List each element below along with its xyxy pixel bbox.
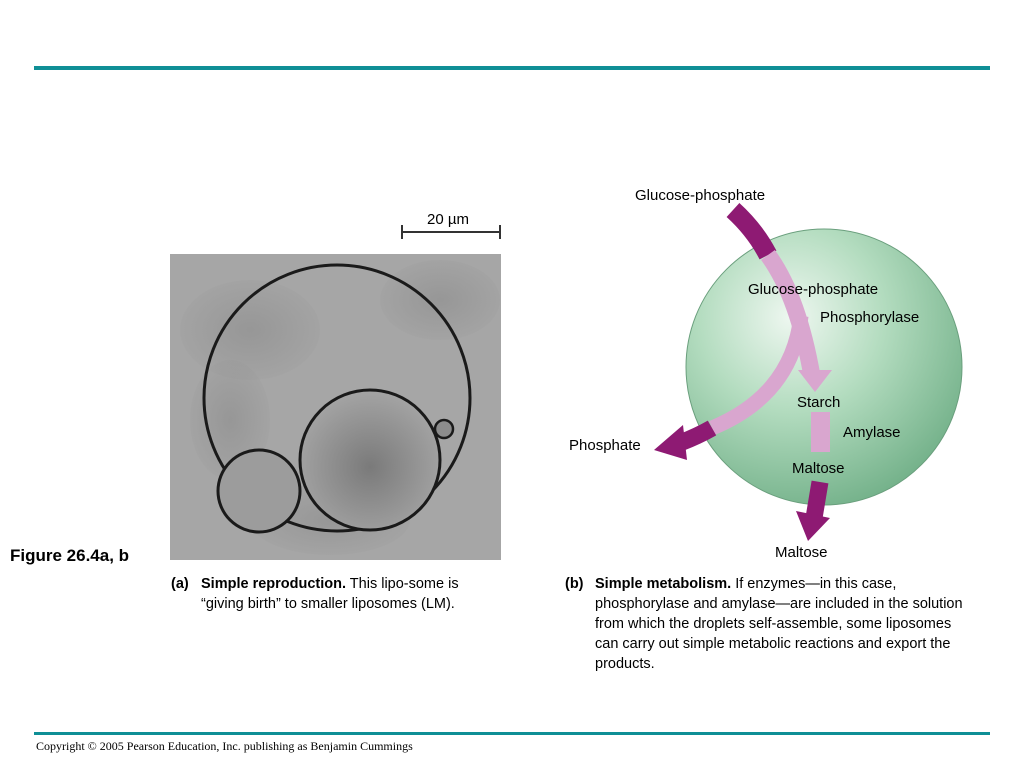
caption-b-title: Simple metabolism. [595, 576, 732, 592]
figure-label: Figure 26.4a, b [10, 546, 130, 565]
starch-to-maltose-arrow [811, 412, 830, 452]
label-maltose-inside: Maltose [792, 460, 845, 477]
maltose-arrowhead [796, 511, 830, 541]
label-glucose-phosphate-inside: Glucose-phosphate [748, 281, 879, 298]
caption-a-tag: (a) [171, 576, 189, 592]
phosphate-arrowhead [654, 425, 687, 460]
label-maltose-outside: Maltose [775, 544, 828, 561]
copyright-notice: Copyright © 2005 Pearson Education, Inc. publishing as Benjamin Cummings [36, 739, 413, 753]
label-phosphorylase: Phosphorylase [820, 309, 920, 326]
caption-b [565, 574, 973, 674]
label-glucose-phosphate-outside: Glucose-phosphate [635, 187, 766, 204]
maltose-outflow-arrow [814, 482, 820, 518]
caption-b-text: If enzymes—in this case, phosphorylase and amylase—are included in the solution from which the droplets self-assemble, some liposomes can carry out simple metabolic reactions and export the products. [595, 576, 963, 672]
label-starch: Starch [797, 394, 841, 411]
caption-a [171, 574, 471, 614]
caption-a-title: Simple reproduction. [201, 576, 347, 592]
texture-blob [180, 280, 320, 380]
scale-bar-label: 20 µm [427, 211, 469, 228]
bottom-divider [34, 732, 990, 735]
tiny-liposome [435, 420, 453, 438]
label-phosphate: Phosphate [569, 437, 641, 454]
glucose-phosphate-inflow-arrow [733, 210, 768, 255]
small-liposome [218, 450, 300, 532]
caption-b-tag: (b) [565, 576, 584, 592]
micrograph [170, 254, 501, 560]
label-amylase: Amylase [843, 424, 901, 441]
medium-liposome [300, 390, 440, 530]
texture-blob [380, 260, 500, 340]
caption-a-text: This lipo-some is “giving birth” to smaller liposomes (LM). [201, 576, 459, 612]
